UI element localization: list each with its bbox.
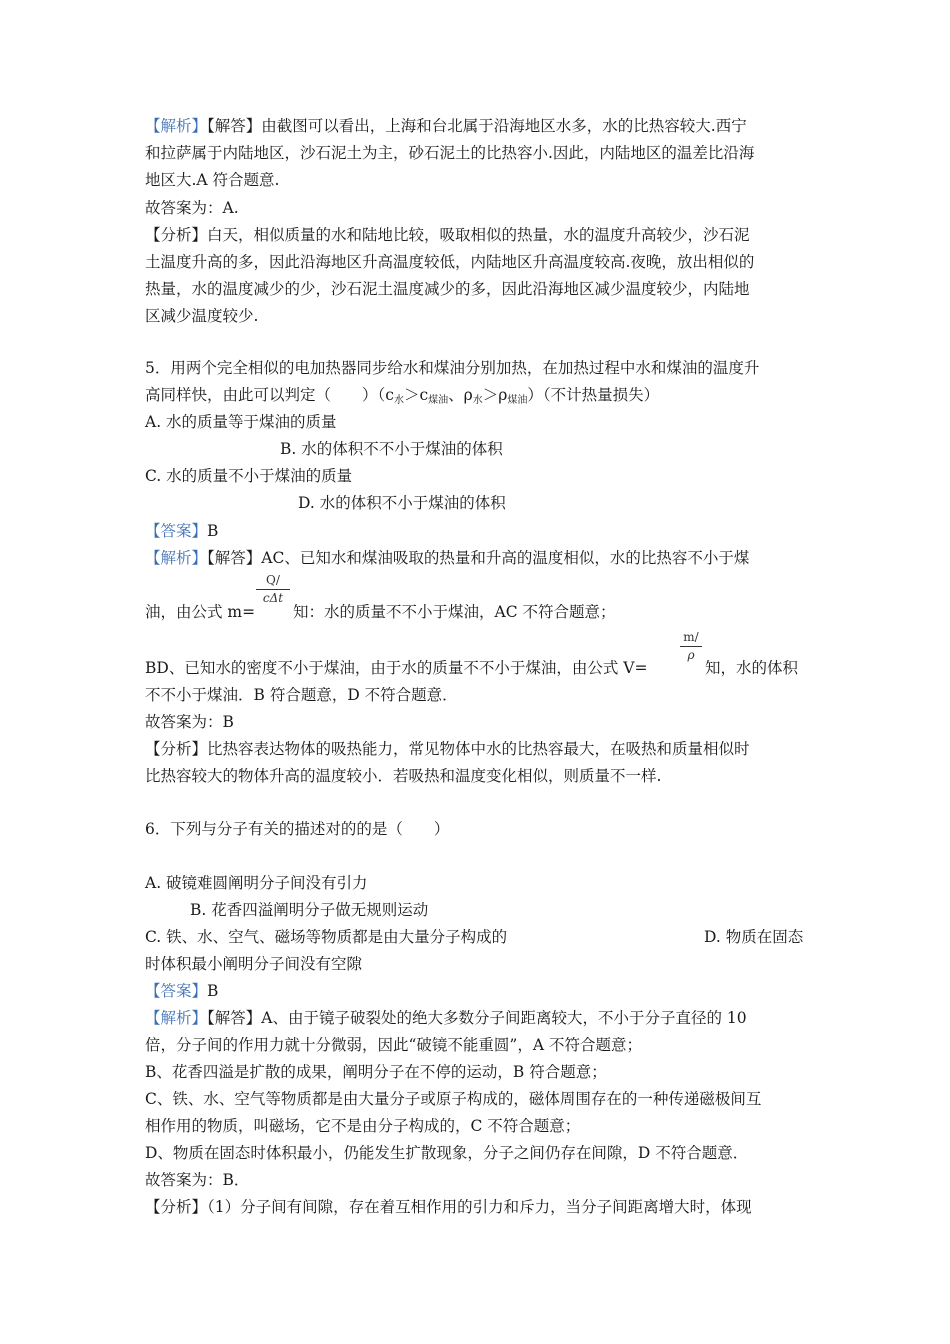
question-5-stem-cont [145,384,659,409]
formula-line-post: 知：水的质量不不小于煤油，AC 不符合题意； [293,603,616,621]
analysis-tag: 【解析】 [145,117,208,135]
formula-fraction-volume [680,630,702,662]
stem-text: ＞c [403,386,429,404]
final-answer-line: 故答案为：A. [145,199,239,217]
option-b: B. 水的体积不不小于煤油的体积 [280,440,503,458]
question-5-stem: 5．用两个完全相似的电加热器同步给水和煤油分别加热，在加热过程中水和煤油的温度升 [145,359,760,377]
subscript: 水 [472,395,483,406]
answer-line [145,520,218,542]
text-line: 地区大.A 符合题意. [145,171,280,189]
analysis-tag: 【解析】 [145,549,208,567]
text-line: 土温度升高的多，因此沿海地区升高温度较低，内陆地区升高温度较高.夜晚，放出相似的 [145,253,755,271]
analysis-summary-line: 【分析】白天，相似质量的水和陆地比较，吸取相似的热量，水的温度升高较少，沙石泥 [145,226,750,244]
stem-text: 高同样快，由此可以判定（ ）（c [145,386,394,404]
fraction-numerator: Q/ [256,573,290,590]
option-d: D. 物质在固态 [704,928,804,946]
analysis-summary-line: 【分析】比热容表达物体的吸热能力，常见物体中水的比热容最大，在吸热和质量相似时 [145,740,750,758]
answer-value: B [207,522,219,540]
answer-tag: 【答案】 [145,522,208,540]
analysis-line [145,1007,747,1029]
option-c: C. 铁、水、空气、磁场等物质都是由大量分子构成的 [145,928,508,946]
option-b: B. 花香四溢阐明分子做无规则运动 [190,901,429,919]
analysis-summary-line: 【分析】（1）分子间有间隙，存在着互相作用的引力和斥力，当分子间距离增大时，体现 [145,1198,752,1216]
option-c: C. 水的质量不小于煤油的质量 [145,467,353,485]
stem-text: ＞ρ [482,386,508,404]
text-line: B、花香四溢是扩散的成果，阐明分子在不停的运动，B 符合题意； [145,1063,607,1081]
analysis-text: 【解答】AC、已知水和煤油吸取的热量和升高的温度相似，水的比热容不小于煤 [207,549,750,567]
subscript: 煤油 [428,395,449,406]
analysis-line [145,115,747,137]
fraction-denominator: ρ [687,648,695,662]
text-line: 相作用的物质，叫磁场，它不是由分子构成的，C 不符合题意； [145,1117,581,1135]
text-line: C、铁、水、空气等物质都是由大量分子或原子构成的，磁体周围存在的一种传递磁极间互 [145,1090,762,1108]
fraction-denominator: cΔt [262,591,284,605]
subscript: 煤油 [507,395,528,406]
stem-text: ）（不计热量损失） [527,386,660,404]
formula-line-post: 知，水的体积 [705,659,799,677]
text-line: 比热容较大的物体升高的温度较小．若吸热和温度变化相似，则质量不一样. [145,767,662,785]
answer-tag: 【答案】 [145,982,208,1000]
final-answer-line: 故答案为：B． [145,1171,250,1189]
option-d-cont: 时体积最小阐明分子间没有空隙 [145,955,363,973]
fraction-numerator: m/ [680,630,702,647]
text-line: D、物质在固态时体积最小，仍能发生扩散现象，分子之间仍存在间隙，D 不符合题意． [145,1144,749,1162]
formula-fraction-mass [256,573,290,605]
text-line: 热量，水的温度减少的少，沙石泥土温度减少的多，因此沿海地区减少温度较少，内陆地 [145,280,750,298]
text-line: 和拉萨属于内陆地区，沙石泥土为主，砂石泥土的比热容小.因此，内陆地区的温差比沿海 [145,144,755,162]
option-a: A. 破镜难圆阐明分子间没有引力 [145,874,368,892]
text-line: 区减少温度较少. [145,307,259,325]
question-6-stem: 6．下列与分子有关的描述对的的是（ ） [145,820,450,838]
answer-value: B [207,982,219,1000]
analysis-tag: 【解析】 [145,1009,208,1027]
subscript: 水 [393,395,404,406]
formula-line-pre: BD、已知水的密度不小于煤油，由于水的质量不不小于煤油，由公式 V= [145,659,648,677]
answer-line [145,980,218,1002]
analysis-text: 【解答】由截图可以看出，上海和台北属于沿海地区水多，水的比热容较大.西宁 [207,117,747,135]
formula-line-pre: 油，由公式 m= [145,603,256,621]
option-d: D. 水的体积不小于煤油的体积 [298,494,506,512]
analysis-line [145,547,749,569]
text-line: 倍，分子间的作用力就十分微弱，因此“破镜不能重圆”，A 不符合题意； [145,1036,642,1054]
text-line: 不不小于煤油．B 符合题意，D 不符合题意． [145,686,458,704]
stem-text: 、ρ [448,386,473,404]
final-answer-line: 故答案为：B [145,713,234,731]
option-a: A. 水的质量等于煤油的质量 [145,413,337,431]
analysis-text: 【解答】A、由于镜子破裂处的绝大多数分子间距离较大，不小于分子直径的 10 [207,1009,747,1027]
